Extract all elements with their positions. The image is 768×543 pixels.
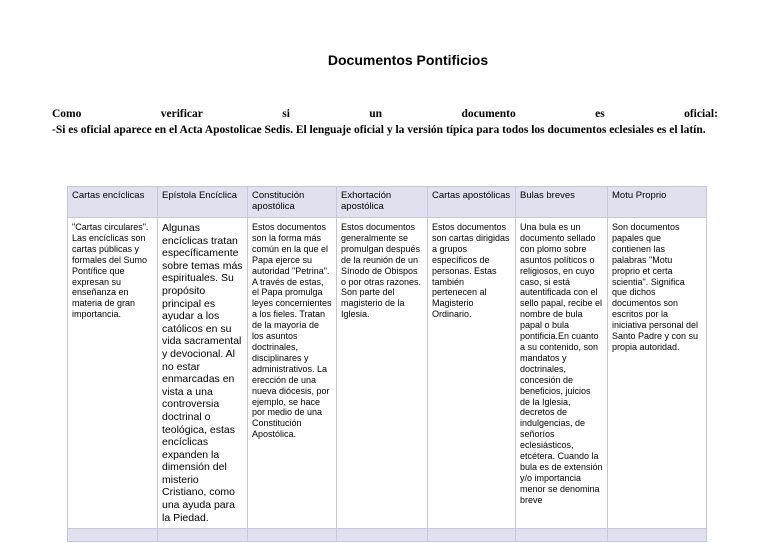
intro-line-2: -Si es oficial aparece en el Acta Apostolicae Sedis. El lenguaje oficial y la versión típica para todos los documentos eclesiales es el latín. [52,124,706,136]
empty-cell [337,529,428,542]
empty-cell [516,529,608,542]
table-empty-row [68,529,707,542]
intro-word: documento [461,108,516,120]
cell-exhortacion-apostolica: Estos documentos generalmente se promulgan después de la reunión de un Sínodo de Obispos o por otras razones. Son parte del magisterio de la Iglesia. [337,218,428,529]
table-row [68,218,707,529]
table-header-row [68,187,707,218]
cell-cartas-apostolicas: Estos documentos son cartas dirigidas a grupos específicos de personas. Estas también pertenecen al Magisterio Ordinario. [428,218,516,529]
cell-cartas-enciclicas: "Cartas circulares". Las encíclicas son cartas públicas y formales del Sumo Pontífice que expresan su enseñanza en materia de gran importancia. [68,218,158,529]
intro-word: es [595,108,605,120]
intro-word: si [282,108,290,120]
header-constitucion-apostolica: Constitución apostólica [248,187,337,218]
header-exhortacion-apostolica: Exhortación apostólica [337,187,428,218]
header-cartas-apostolicas: Cartas apostólicas [428,187,516,218]
header-bulas-breves: Bulas breves [516,187,608,218]
intro-paragraph [52,106,718,138]
page-title: Documentos Pontificios [327,52,489,68]
empty-cell [158,529,248,542]
documents-table [67,186,707,542]
cell-bulas-breves: Una bula es un documento sellado con plomo sobre asuntos políticos o religiosos, en cuyo caso, si está autentificada con el sello papal, recibe el nombre de bula papal o bula pontificia.En cuanto a su contenido, son mandatos y doctrinales, concesión de beneficios, juicios de la Iglesia, decretos de indulgencias, de señoríos eclesiásticos, etcétera. Cuando la bula es de extensión y/o importancia menor se denomina breve [516,218,608,529]
intro-word: Como [52,108,82,120]
empty-cell [428,529,516,542]
intro-word: oficial: [684,108,718,120]
empty-cell [68,529,158,542]
empty-cell [248,529,337,542]
header-epistola-enciclica: Epístola Encíclica [158,187,248,218]
empty-cell [608,529,707,542]
intro-word: un [369,108,383,120]
intro-word: verificar [160,108,203,120]
header-cartas-enciclicas: Cartas encíclicas [68,187,158,218]
cell-motu-proprio: Son documentos papales que contienen las palabras "Motu proprio et certa scientia". Significa que dichos documentos son escritos por la iniciativa personal del Santo Padre y con su propia autoridad. [608,218,707,529]
cell-constitucion-apostolica: Estos documentos son la forma más común en la que el Papa ejerce su autoridad "Petrina". A través de estas, el Papa promulga leyes concernientes a los fieles. Tratan de la mayoría de los asuntos doctrinales, disciplinares y administrativos. La erección de una nueva diócesis, por ejemplo, se hace por medio de una Constitución Apostólica. [248,218,337,529]
header-motu-proprio: Motu Proprio [608,187,707,218]
cell-epistola-enciclica: Algunas encíclicas tratan específicamente sobre temas más espirituales. Su propósito principal es ayudar a los católicos en su vida sacramental y devocional. Al no estar enmarcadas en vista a una controversia doctrinal o teológica, estas encíclicas expanden la dimensión del misterio Cristiano, como una ayuda para la Piedad. [158,218,248,529]
intro-line-1 [52,106,718,122]
